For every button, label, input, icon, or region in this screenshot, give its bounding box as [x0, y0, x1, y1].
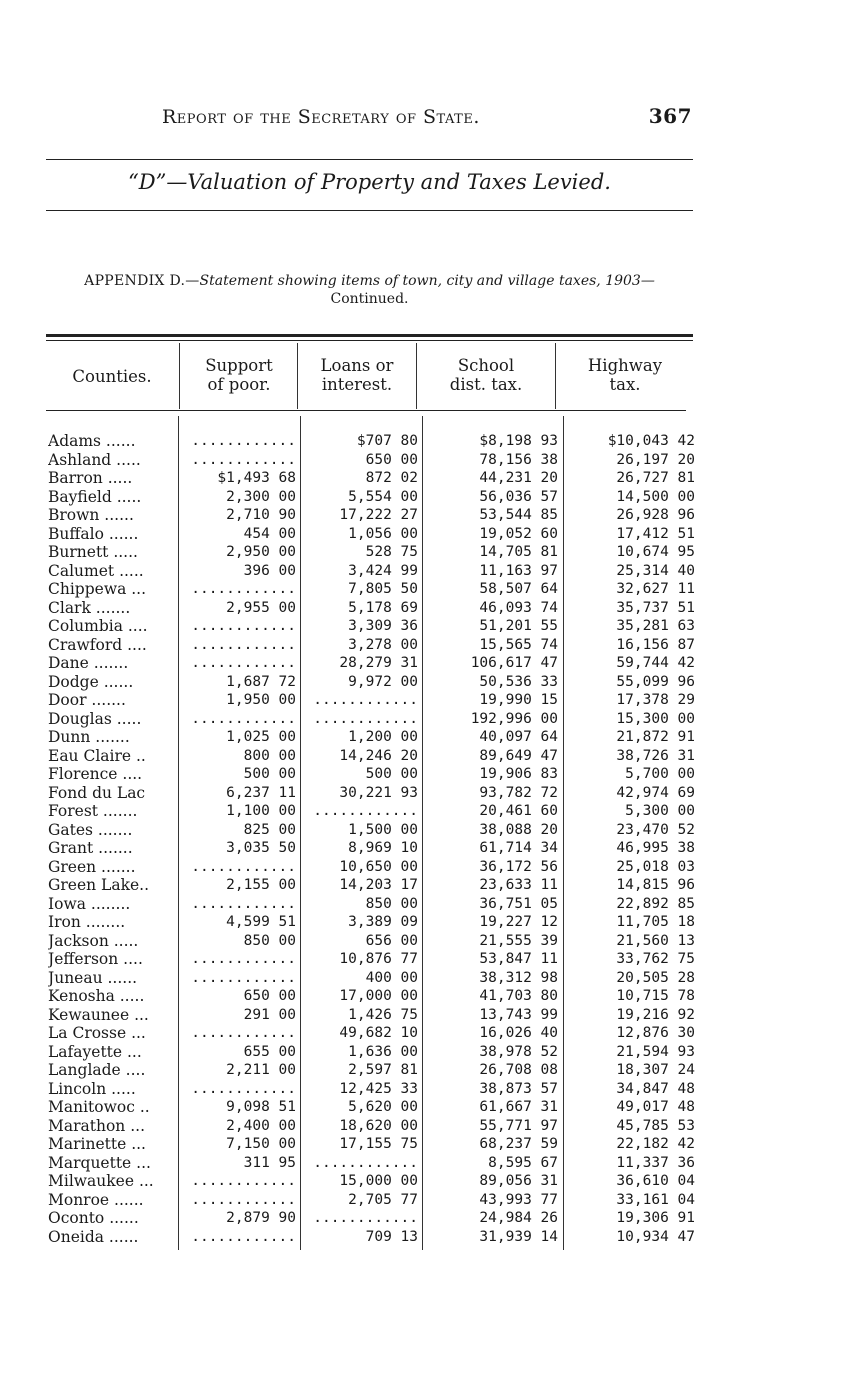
loans-or-interest-cell: 850 00	[365, 895, 418, 912]
highway-tax-cell: 22,892 85	[616, 895, 695, 912]
county-cell: Oneida ......	[48, 1227, 139, 1246]
school-dist-tax-cell: 51,201 55	[479, 618, 558, 635]
table-row	[48, 821, 695, 840]
support-of-poor-cell: 2,211 00	[226, 1062, 296, 1079]
header-divider	[179, 343, 180, 409]
header-line: Loans or	[320, 356, 394, 375]
county-cell: Chippewa ...	[48, 580, 147, 599]
county-cell: Buffalo ......	[48, 524, 139, 543]
highway-tax-cell: 11,705 18	[616, 914, 695, 931]
continued-label: Continued.	[330, 291, 409, 307]
county-cell: Iowa ........	[48, 894, 131, 913]
loans-or-interest-cell: 1,056 00	[348, 525, 418, 542]
highway-tax-cell: 12,876 30	[616, 1025, 695, 1042]
school-dist-tax-cell: 89,056 31	[479, 1173, 558, 1190]
header-line: tax.	[609, 375, 641, 394]
support-of-poor-cell: $1,493 68	[217, 470, 296, 487]
highway-tax-cell: 36,610 04	[616, 1173, 695, 1190]
highway-tax-cell: 15,300 00	[616, 710, 695, 727]
highway-tax-cell: 19,306 91	[616, 1210, 695, 1227]
school-dist-tax-cell: 16,026 40	[479, 1025, 558, 1042]
table-row	[48, 950, 695, 969]
table-row	[48, 913, 695, 932]
header-line: Support	[205, 356, 273, 375]
running-head	[162, 104, 692, 128]
loans-or-interest-cell: 872 02	[365, 470, 418, 487]
table-row	[48, 432, 695, 451]
school-dist-tax-cell: 61,667 31	[479, 1099, 558, 1116]
table-row	[48, 747, 695, 766]
header-line: dist. tax.	[449, 375, 523, 394]
highway-tax-cell: 33,762 75	[616, 951, 695, 968]
loans-or-interest-cell: 5,178 69	[348, 599, 418, 616]
table-row	[48, 1061, 695, 1080]
table-row	[48, 1135, 695, 1154]
highway-tax-cell: 10,934 47	[616, 1228, 695, 1245]
county-cell: Ashland .....	[48, 450, 141, 469]
table-row	[48, 1043, 695, 1062]
loans-or-interest-cell: 10,650 00	[339, 858, 418, 875]
appendix-label: APPENDIX D.—	[84, 273, 200, 289]
highway-tax-cell: 38,726 31	[616, 747, 695, 764]
school-dist-tax-cell: 56,036 57	[479, 488, 558, 505]
support-of-poor-cell: ............	[191, 1025, 296, 1042]
loans-or-interest-cell: 656 00	[365, 932, 418, 949]
header-loans-or-interest	[298, 356, 416, 394]
county-cell: Lafayette ...	[48, 1042, 142, 1061]
table-row	[48, 728, 695, 747]
highway-tax-cell: 21,594 93	[616, 1043, 695, 1060]
table-row	[48, 506, 695, 525]
page-number: 367	[648, 104, 692, 128]
support-of-poor-cell: 396 00	[243, 562, 296, 579]
highway-tax-cell: 21,560 13	[616, 932, 695, 949]
support-of-poor-cell: 2,400 00	[226, 1117, 296, 1134]
highway-tax-cell: 32,627 11	[616, 581, 695, 598]
school-dist-tax-cell: 40,097 64	[479, 729, 558, 746]
section-title: “D”—Valuation of Property and Taxes Levied.	[128, 170, 611, 194]
highway-tax-cell: $10,043 42	[607, 433, 695, 450]
county-cell: Douglas .....	[48, 709, 142, 728]
highway-tax-cell: 5,700 00	[625, 766, 695, 783]
county-cell: Milwaukee ...	[48, 1172, 154, 1191]
school-dist-tax-cell: 11,163 97	[479, 562, 558, 579]
support-of-poor-cell: ............	[191, 618, 296, 635]
table-row	[48, 469, 695, 488]
loans-or-interest-cell: 10,876 77	[339, 951, 418, 968]
loans-or-interest-cell: 9,972 00	[348, 673, 418, 690]
table-row	[48, 525, 695, 544]
highway-tax-cell: 21,872 91	[616, 729, 695, 746]
support-of-poor-cell: 2,879 90	[226, 1210, 296, 1227]
support-of-poor-cell: ............	[191, 710, 296, 727]
loans-or-interest-cell: 28,279 31	[339, 655, 418, 672]
county-cell: Lincoln .....	[48, 1079, 136, 1098]
county-cell: Jefferson ....	[48, 950, 143, 969]
header-line: School	[457, 356, 515, 375]
loans-or-interest-cell: 17,155 75	[339, 1136, 418, 1153]
school-dist-tax-cell: 19,052 60	[479, 525, 558, 542]
school-dist-tax-cell: 55,771 97	[479, 1117, 558, 1134]
loans-or-interest-cell: 14,203 17	[339, 877, 418, 894]
county-cell: Fond du Lac	[48, 783, 146, 802]
highway-tax-cell: 49,017 48	[616, 1099, 695, 1116]
highway-tax-cell: 55,099 96	[616, 673, 695, 690]
school-dist-tax-cell: 36,751 05	[479, 895, 558, 912]
header-divider	[416, 343, 417, 409]
school-dist-tax-cell: 43,993 77	[479, 1191, 558, 1208]
table-row	[48, 932, 695, 951]
loans-or-interest-cell: ............	[313, 710, 418, 727]
county-cell: Columbia ....	[48, 617, 148, 636]
support-of-poor-cell: ............	[191, 581, 296, 598]
support-of-poor-cell: ............	[191, 636, 296, 653]
county-cell: Marathon ...	[48, 1116, 145, 1135]
table-row	[48, 1098, 695, 1117]
loans-or-interest-cell: 500 00	[365, 766, 418, 783]
school-dist-tax-cell: 13,743 99	[479, 1006, 558, 1023]
highway-tax-cell: 26,197 20	[616, 451, 695, 468]
header-divider	[297, 343, 298, 409]
county-cell: Crawford ....	[48, 635, 147, 654]
loans-or-interest-cell: ............	[313, 803, 418, 820]
school-dist-tax-cell: 38,312 98	[479, 969, 558, 986]
loans-or-interest-cell: 650 00	[365, 451, 418, 468]
county-cell: Kenosha .....	[48, 987, 145, 1006]
table-top-rule	[46, 334, 693, 337]
county-cell: Iron ........	[48, 913, 126, 932]
loans-or-interest-cell: ............	[313, 692, 418, 709]
school-dist-tax-cell: 106,617 47	[470, 655, 558, 672]
county-cell: Marquette ...	[48, 1153, 151, 1172]
county-cell: Eau Claire ..	[48, 746, 146, 765]
school-dist-tax-cell: 53,847 11	[479, 951, 558, 968]
county-cell: Florence ....	[48, 765, 143, 784]
school-dist-tax-cell: 78,156 38	[479, 451, 558, 468]
table-row	[48, 1080, 695, 1099]
highway-tax-cell: 33,161 04	[616, 1191, 695, 1208]
support-of-poor-cell: 1,100 00	[226, 803, 296, 820]
county-cell: Langlade ....	[48, 1061, 146, 1080]
appendix-caption	[46, 272, 693, 308]
header-highway-tax	[556, 356, 694, 394]
school-dist-tax-cell: 8,595 67	[488, 1154, 558, 1171]
support-of-poor-cell: 1,687 72	[226, 673, 296, 690]
table-row	[48, 876, 695, 895]
header-counties	[46, 367, 178, 386]
school-dist-tax-cell: 192,996 00	[470, 710, 558, 727]
loans-or-interest-cell: $707 80	[356, 433, 418, 450]
support-of-poor-cell: 850 00	[243, 932, 296, 949]
table-row	[48, 1024, 695, 1043]
highway-tax-cell: 11,337 36	[616, 1154, 695, 1171]
highway-tax-cell: 26,928 96	[616, 507, 695, 524]
support-of-poor-cell: ............	[191, 951, 296, 968]
loans-or-interest-cell: ............	[313, 1154, 418, 1171]
loans-or-interest-cell: 1,500 00	[348, 821, 418, 838]
school-dist-tax-cell: 41,703 80	[479, 988, 558, 1005]
support-of-poor-cell: 2,710 90	[226, 507, 296, 524]
county-cell: Dane .......	[48, 654, 129, 673]
highway-tax-cell: 22,182 42	[616, 1136, 695, 1153]
highway-tax-cell: 18,307 24	[616, 1062, 695, 1079]
school-dist-tax-cell: 36,172 56	[479, 858, 558, 875]
appendix-statement: Statement showing items of town, city and village taxes, 1903—	[199, 273, 655, 289]
school-dist-tax-cell: 50,536 33	[479, 673, 558, 690]
support-of-poor-cell: ............	[191, 1191, 296, 1208]
county-cell: Calumet .....	[48, 561, 144, 580]
header-line: Highway	[587, 356, 663, 375]
support-of-poor-cell: 291 00	[243, 1006, 296, 1023]
support-of-poor-cell: ............	[191, 451, 296, 468]
table-row	[48, 1117, 695, 1136]
school-dist-tax-cell: 31,939 14	[479, 1228, 558, 1245]
support-of-poor-cell: ............	[191, 1080, 296, 1097]
highway-tax-cell: 45,785 53	[616, 1117, 695, 1134]
support-of-poor-cell: ............	[191, 433, 296, 450]
support-of-poor-cell: ............	[191, 895, 296, 912]
county-cell: Green Lake..	[48, 876, 149, 895]
support-of-poor-cell: ............	[191, 858, 296, 875]
table-row	[48, 802, 695, 821]
loans-or-interest-cell: 7,805 50	[348, 581, 418, 598]
support-of-poor-cell: 1,025 00	[226, 729, 296, 746]
table-row	[48, 765, 695, 784]
support-of-poor-cell: 2,950 00	[226, 544, 296, 561]
county-cell: Juneau ......	[48, 968, 138, 987]
table-row	[48, 599, 695, 618]
school-dist-tax-cell: 21,555 39	[479, 932, 558, 949]
highway-tax-cell: 35,737 51	[616, 599, 695, 616]
support-of-poor-cell: 1,950 00	[226, 692, 296, 709]
school-dist-tax-cell: 15,565 74	[479, 636, 558, 653]
table-row	[48, 1191, 695, 1210]
school-dist-tax-cell: 93,782 72	[479, 784, 558, 801]
school-dist-tax-cell: 46,093 74	[479, 599, 558, 616]
table-row	[48, 654, 695, 673]
support-of-poor-cell: ............	[191, 655, 296, 672]
header-school-dist-tax	[416, 356, 556, 394]
loans-or-interest-cell: 14,246 20	[339, 747, 418, 764]
loans-or-interest-cell: 49,682 10	[339, 1025, 418, 1042]
school-dist-tax-cell: 19,227 12	[479, 914, 558, 931]
county-cell: Grant .......	[48, 839, 133, 858]
county-cell: Dodge ......	[48, 672, 134, 691]
table-row	[48, 580, 695, 599]
section-rule	[46, 210, 693, 211]
table-row	[48, 839, 695, 858]
loans-or-interest-cell: 709 13	[365, 1228, 418, 1245]
table-row	[48, 617, 695, 636]
header-line: interest.	[321, 375, 393, 394]
highway-tax-cell: 34,847 48	[616, 1080, 695, 1097]
support-of-poor-cell: 311 95	[243, 1154, 296, 1171]
county-cell: Forest .......	[48, 802, 138, 821]
highway-tax-cell: 14,815 96	[616, 877, 695, 894]
header-support-of-poor	[180, 356, 298, 394]
loans-or-interest-cell: 30,221 93	[339, 784, 418, 801]
school-dist-tax-cell: 19,990 15	[479, 692, 558, 709]
table-row	[48, 969, 695, 988]
support-of-poor-cell: 454 00	[243, 525, 296, 542]
loans-or-interest-cell: 5,620 00	[348, 1099, 418, 1116]
support-of-poor-cell: 9,098 51	[226, 1099, 296, 1116]
support-of-poor-cell: 7,150 00	[226, 1136, 296, 1153]
county-cell: Green .......	[48, 857, 136, 876]
county-cell: Burnett .....	[48, 543, 138, 562]
loans-or-interest-cell: 18,620 00	[339, 1117, 418, 1134]
loans-or-interest-cell: 15,000 00	[339, 1173, 418, 1190]
table-row	[48, 636, 695, 655]
table-row	[48, 1172, 695, 1191]
school-dist-tax-cell: 38,978 52	[479, 1043, 558, 1060]
loans-or-interest-cell: 1,200 00	[348, 729, 418, 746]
loans-or-interest-cell: 2,597 81	[348, 1062, 418, 1079]
table-row	[48, 543, 695, 562]
school-dist-tax-cell: 14,705 81	[479, 544, 558, 561]
table-row	[48, 710, 695, 729]
highway-tax-cell: 46,995 38	[616, 840, 695, 857]
support-of-poor-cell: ............	[191, 969, 296, 986]
county-cell: Adams ......	[48, 432, 136, 451]
loans-or-interest-cell: 12,425 33	[339, 1080, 418, 1097]
loans-or-interest-cell: ............	[313, 1210, 418, 1227]
highway-tax-cell: 20,505 28	[616, 969, 695, 986]
loans-or-interest-cell: 8,969 10	[348, 840, 418, 857]
county-cell: Kewaunee ...	[48, 1005, 149, 1024]
table-row	[48, 895, 695, 914]
county-cell: Barron .....	[48, 469, 133, 488]
highway-tax-cell: 25,314 40	[616, 562, 695, 579]
school-dist-tax-cell: 68,237 59	[479, 1136, 558, 1153]
loans-or-interest-cell: 528 75	[365, 544, 418, 561]
header-line: of poor.	[207, 375, 271, 394]
table-row	[48, 562, 695, 581]
school-dist-tax-cell: 24,984 26	[479, 1210, 558, 1227]
support-of-poor-cell: 3,035 50	[226, 840, 296, 857]
school-dist-tax-cell: 44,231 20	[479, 470, 558, 487]
loans-or-interest-cell: 3,278 00	[348, 636, 418, 653]
loans-or-interest-cell: 3,424 99	[348, 562, 418, 579]
support-of-poor-cell: 6,237 11	[226, 784, 296, 801]
support-of-poor-cell: 825 00	[243, 821, 296, 838]
table-row	[48, 1006, 695, 1025]
school-dist-tax-cell: 19,906 83	[479, 766, 558, 783]
header-divider	[555, 343, 556, 409]
header-bottom-rule	[46, 410, 686, 411]
loans-or-interest-cell: 2,705 77	[348, 1191, 418, 1208]
school-dist-tax-cell: 20,461 60	[479, 803, 558, 820]
support-of-poor-cell: 2,300 00	[226, 488, 296, 505]
support-of-poor-cell: 2,155 00	[226, 877, 296, 894]
county-cell: Clark .......	[48, 598, 131, 617]
school-dist-tax-cell: 26,708 08	[479, 1062, 558, 1079]
support-of-poor-cell: 500 00	[243, 766, 296, 783]
highway-tax-cell: 17,378 29	[616, 692, 695, 709]
table-row	[48, 488, 695, 507]
running-title: Report of the Secretary of State.	[162, 106, 480, 128]
table-row	[48, 451, 695, 470]
highway-tax-cell: 25,018 03	[616, 858, 695, 875]
highway-tax-cell: 23,470 52	[616, 821, 695, 838]
county-cell: Brown ......	[48, 506, 134, 525]
support-of-poor-cell: 655 00	[243, 1043, 296, 1060]
loans-or-interest-cell: 3,309 36	[348, 618, 418, 635]
county-cell: Oconto ......	[48, 1209, 139, 1228]
highway-tax-cell: 19,216 92	[616, 1006, 695, 1023]
highway-tax-cell: 42,974 69	[616, 784, 695, 801]
tax-table	[48, 432, 695, 1246]
highway-tax-cell: 14,500 00	[616, 488, 695, 505]
highway-tax-cell: 10,674 95	[616, 544, 695, 561]
school-dist-tax-cell: 38,088 20	[479, 821, 558, 838]
top-rule	[46, 159, 693, 160]
table-row	[48, 987, 695, 1006]
county-cell: Bayfield .....	[48, 487, 142, 506]
loans-or-interest-cell: 17,222 27	[339, 507, 418, 524]
support-of-poor-cell: ............	[191, 1228, 296, 1245]
school-dist-tax-cell: 38,873 57	[479, 1080, 558, 1097]
highway-tax-cell: 35,281 63	[616, 618, 695, 635]
county-cell: Gates .......	[48, 820, 133, 839]
loans-or-interest-cell: 1,426 75	[348, 1006, 418, 1023]
loans-or-interest-cell: 3,389 09	[348, 914, 418, 931]
table-row	[48, 784, 695, 803]
loans-or-interest-cell: 5,554 00	[348, 488, 418, 505]
highway-tax-cell: 10,715 78	[616, 988, 695, 1005]
table-row	[48, 1154, 695, 1173]
table-row	[48, 673, 695, 692]
county-cell: Door .......	[48, 691, 126, 710]
school-dist-tax-cell: 58,507 64	[479, 581, 558, 598]
highway-tax-cell: 17,412 51	[616, 525, 695, 542]
table-row	[48, 1209, 695, 1228]
support-of-poor-cell: 4,599 51	[226, 914, 296, 931]
school-dist-tax-cell: 53,544 85	[479, 507, 558, 524]
table-row	[48, 1228, 695, 1247]
school-dist-tax-cell: $8,198 93	[479, 433, 558, 450]
tax-table-body	[48, 432, 695, 1246]
support-of-poor-cell: 650 00	[243, 988, 296, 1005]
school-dist-tax-cell: 89,649 47	[479, 747, 558, 764]
loans-or-interest-cell: 400 00	[365, 969, 418, 986]
school-dist-tax-cell: 61,714 34	[479, 840, 558, 857]
table-row	[48, 858, 695, 877]
county-cell: Manitowoc ..	[48, 1098, 150, 1117]
support-of-poor-cell: ............	[191, 1173, 296, 1190]
school-dist-tax-cell: 23,633 11	[479, 877, 558, 894]
table-row	[48, 691, 695, 710]
support-of-poor-cell: 2,955 00	[226, 599, 296, 616]
county-cell: La Crosse ...	[48, 1024, 146, 1043]
loans-or-interest-cell: 17,000 00	[339, 988, 418, 1005]
header-line: Counties.	[72, 367, 152, 386]
table-top-rule-thin	[46, 340, 693, 341]
highway-tax-cell: 26,727 81	[616, 470, 695, 487]
county-cell: Marinette ...	[48, 1135, 146, 1154]
highway-tax-cell: 5,300 00	[625, 803, 695, 820]
highway-tax-cell: 59,744 42	[616, 655, 695, 672]
county-cell: Monroe ......	[48, 1190, 144, 1209]
county-cell: Dunn .......	[48, 728, 130, 747]
support-of-poor-cell: 800 00	[243, 747, 296, 764]
loans-or-interest-cell: 1,636 00	[348, 1043, 418, 1060]
highway-tax-cell: 16,156 87	[616, 636, 695, 653]
county-cell: Jackson .....	[48, 931, 139, 950]
